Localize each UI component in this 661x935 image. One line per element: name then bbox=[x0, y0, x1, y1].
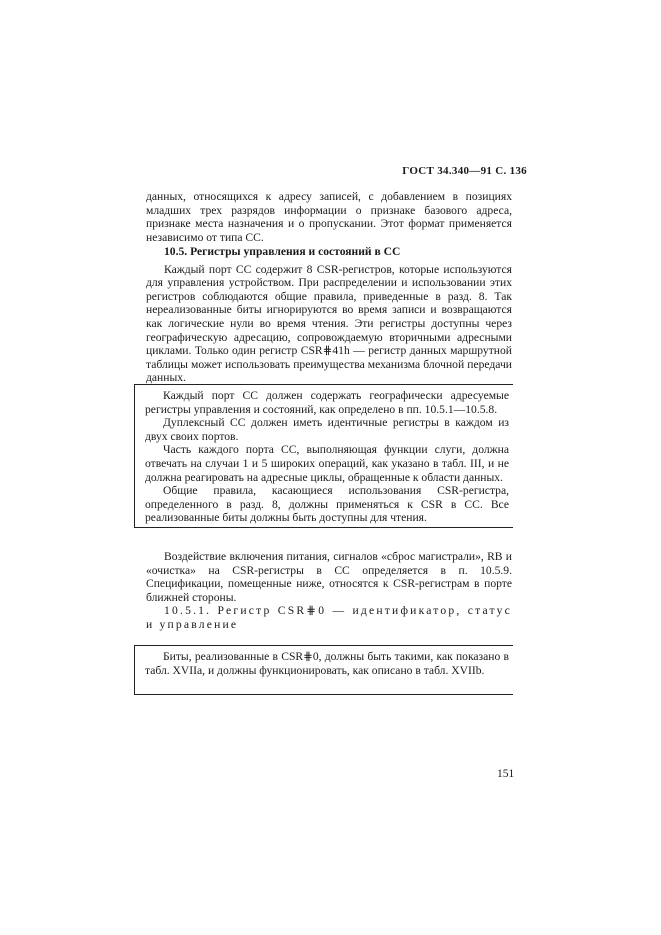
intro-paragraph: данных, относящихся к адресу записей, с добавлением в позициях младших трех разрядов информации о признаке базового адреса, признаке места назначения и о пропускании. Этот формат применяется независимо от типа СС. bbox=[146, 190, 512, 244]
register-bits-box-content bbox=[145, 650, 509, 677]
requirement-2: Дуплексный СС должен иметь идентичные регистры в каждом из двух своих портов. bbox=[145, 416, 509, 443]
requirement-3: Часть каждого порта СС, выполняющая функции слуги, должна отвечать на случаи 1 и 5 широких операций, как указано в табл. III, и не должна реагировать на адресные циклы, обращенные к области данных. bbox=[145, 443, 509, 484]
power-block bbox=[146, 550, 512, 632]
requirement-1: Каждый порт СС должен содержать географически адресуемые регистры управления и состояний, как определено в пп. 10.5.1—10.5.8. bbox=[145, 389, 509, 416]
page-number: 151 bbox=[497, 768, 515, 780]
section-title: 10.5. Регистры управления и состояний в СС bbox=[164, 245, 401, 258]
section-block bbox=[146, 245, 512, 385]
power-paragraph: Воздействие включения питания, сигналов «сброс магистрали», RB и «очистка» на CSR-регистры в СС определяется в п. 10.5.9. Спецификации, помещенные ниже, относятся к CSR-регистрам в порте ближней стороны. bbox=[146, 550, 512, 604]
requirement-4: Общие правила, касающиеся использования CSR-регистра, определенного в разд. 8, должны применяться к CSR в СС. Все реализованные биты должны быть доступны для чтения. bbox=[145, 484, 509, 525]
register-bits-text: Биты, реализованные в CSR⋕0, должны быть такими, как показано в табл. XVIIa, и должны функционировать, как описано в табл. XVIIb. bbox=[145, 650, 509, 677]
subsection-title: 10.5.1. Регистр CSR⋕0 — идентификатор, статус и управление bbox=[146, 604, 512, 631]
requirements-box bbox=[134, 384, 513, 528]
requirements-box-content bbox=[145, 389, 509, 525]
section-paragraph: Каждый порт СС содержит 8 CSR-регистров, которые используются для управления устройством. При распределении и использовании этих регистров соблюдаются общие правила, приведенные в разд. 8. Так нереализованные биты игнорируются во время записи и возвращаются как логические нули во время чтения. Эти регистры доступны через географическую адресацию, сопровождаемую вторичными адресными циклами. Только один регистр CSR⋕41h — регистр данных маршрутной таблицы может использовать преимущества механизма блочной передачи данных. bbox=[146, 262, 512, 385]
register-bits-box bbox=[134, 645, 513, 695]
intro-paragraph-block bbox=[146, 190, 512, 244]
document-reference: ГОСТ 34.340—91 С. 136 bbox=[402, 165, 527, 177]
